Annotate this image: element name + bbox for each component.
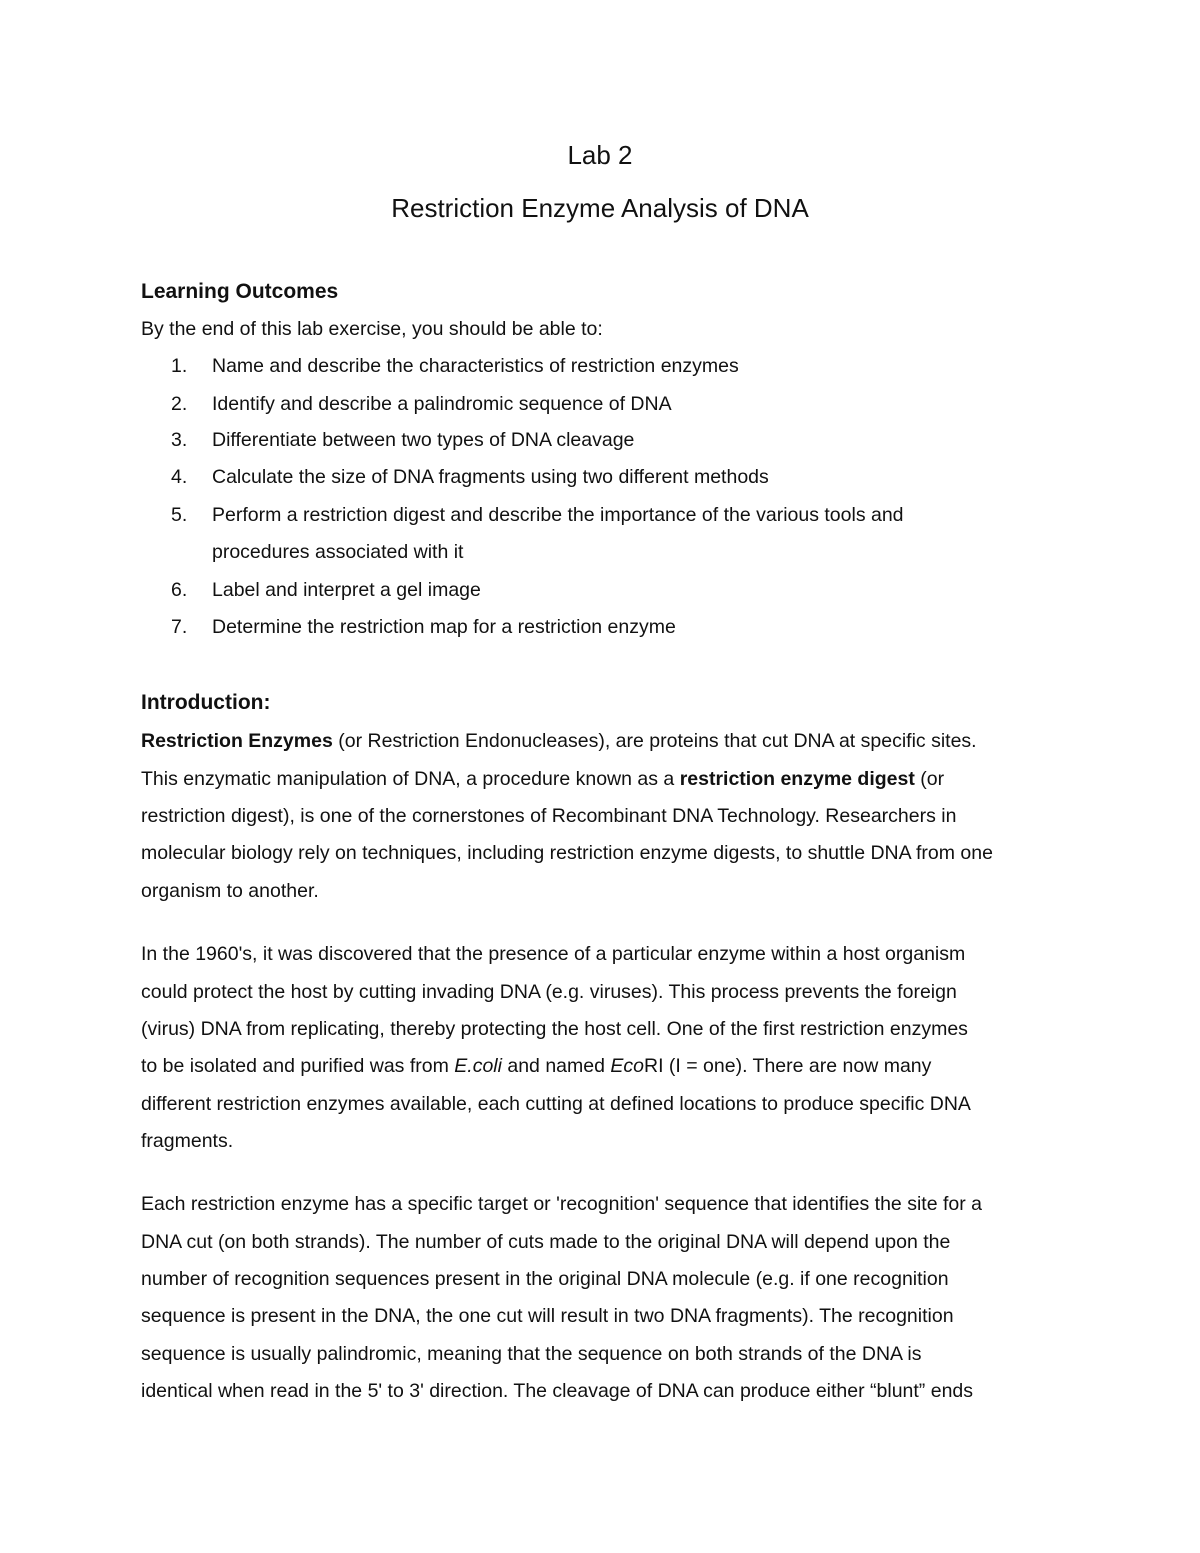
text-span: RI (I = one). There are now many: [643, 1055, 932, 1077]
outcome-number: 5.: [171, 504, 188, 526]
intro-paragraph-line: (virus) DNA from replicating, thereby protecting the host cell. One of the first restriction enzymes: [141, 1018, 968, 1040]
learning-outcomes-intro: By the end of this lab exercise, you should be able to:: [141, 318, 603, 340]
intro-paragraph-line: [141, 768, 944, 791]
outcome-number: 6.: [171, 579, 188, 601]
organism-name: E.coli: [454, 1055, 502, 1077]
text-span: and named: [501, 1055, 611, 1077]
intro-paragraph-line: number of recognition sequences present in the original DNA molecule (e.g. if one recognition: [141, 1268, 949, 1290]
outcome-item: [171, 579, 481, 602]
document-title: Lab 2: [567, 140, 633, 170]
outcome-item: [171, 393, 672, 416]
intro-paragraph-line: sequence is usually palindromic, meaning that the sequence on both strands of the DNA is: [141, 1343, 922, 1365]
outcome-text: Label and interpret a gel image: [212, 579, 481, 601]
outcome-number: 3.: [171, 429, 188, 451]
enzyme-name-italic: Eco: [610, 1055, 644, 1077]
intro-paragraph-line: sequence is present in the DNA, the one cut will result in two DNA fragments). The recognition: [141, 1305, 954, 1327]
outcome-item: [171, 466, 769, 489]
intro-paragraph-line: In the 1960's, it was discovered that the presence of a particular enzyme within a host organism: [141, 943, 966, 965]
intro-paragraph-line: restriction digest), is one of the cornerstones of Recombinant DNA Technology. Researchers in: [141, 805, 957, 827]
outcome-text: Calculate the size of DNA fragments using two different methods: [212, 466, 769, 488]
term-restriction-enzymes: Restriction Enzymes: [141, 730, 333, 752]
outcome-item: [171, 355, 739, 378]
text-span: (or: [914, 768, 945, 790]
term-restriction-enzyme-digest: restriction enzyme digest: [679, 768, 915, 790]
outcome-text: Differentiate between two types of DNA cleavage: [212, 429, 635, 451]
outcome-number: 7.: [171, 616, 188, 638]
outcome-text: Identify and describe a palindromic sequence of DNA: [212, 393, 672, 415]
intro-paragraph-line: molecular biology rely on techniques, including restriction enzyme digests, to shuttle DNA from one: [141, 842, 993, 864]
outcome-number: 2.: [171, 393, 188, 415]
document-subtitle: Restriction Enzyme Analysis of DNA: [391, 193, 809, 223]
text-span: (or Restriction Endonucleases), are proteins that cut DNA at specific sites.: [332, 730, 977, 752]
outcome-text: Name and describe the characteristics of restriction enzymes: [212, 355, 739, 377]
outcome-text: Determine the restriction map for a restriction enzyme: [212, 616, 676, 638]
outcome-number: 1.: [171, 355, 188, 377]
intro-paragraph-line: fragments.: [141, 1130, 234, 1152]
introduction-heading: Introduction:: [141, 691, 271, 714]
intro-paragraph-line: DNA cut (on both strands). The number of cuts made to the original DNA will depend upon the: [141, 1231, 951, 1253]
intro-paragraph-line: identical when read in the 5' to 3' direction. The cleavage of DNA can produce either “blunt” ends: [141, 1380, 974, 1402]
intro-paragraph-line: could protect the host by cutting invading DNA (e.g. viruses). This process prevents the foreign: [141, 981, 957, 1003]
outcome-continuation: procedures associated with it: [212, 541, 464, 563]
intro-paragraph-line: different restriction enzymes available, each cutting at defined locations to produce specific DNA: [141, 1093, 971, 1115]
learning-outcomes-heading: Learning Outcomes: [141, 280, 339, 303]
intro-paragraph-line: [141, 1055, 931, 1078]
intro-paragraph-line: organism to another.: [141, 880, 319, 902]
outcome-text: Perform a restriction digest and describe the importance of the various tools and: [212, 504, 904, 526]
outcome-item: [171, 616, 676, 639]
outcome-item: [171, 429, 634, 452]
intro-paragraph-line: [141, 730, 977, 753]
outcome-number: 4.: [171, 466, 188, 488]
text-span: to be isolated and purified was from: [141, 1055, 455, 1077]
text-span: This enzymatic manipulation of DNA, a procedure known as a: [141, 768, 680, 790]
outcome-item: [171, 504, 904, 527]
intro-paragraph-line: Each restriction enzyme has a specific target or 'recognition' sequence that identifies the site for a: [141, 1193, 982, 1215]
